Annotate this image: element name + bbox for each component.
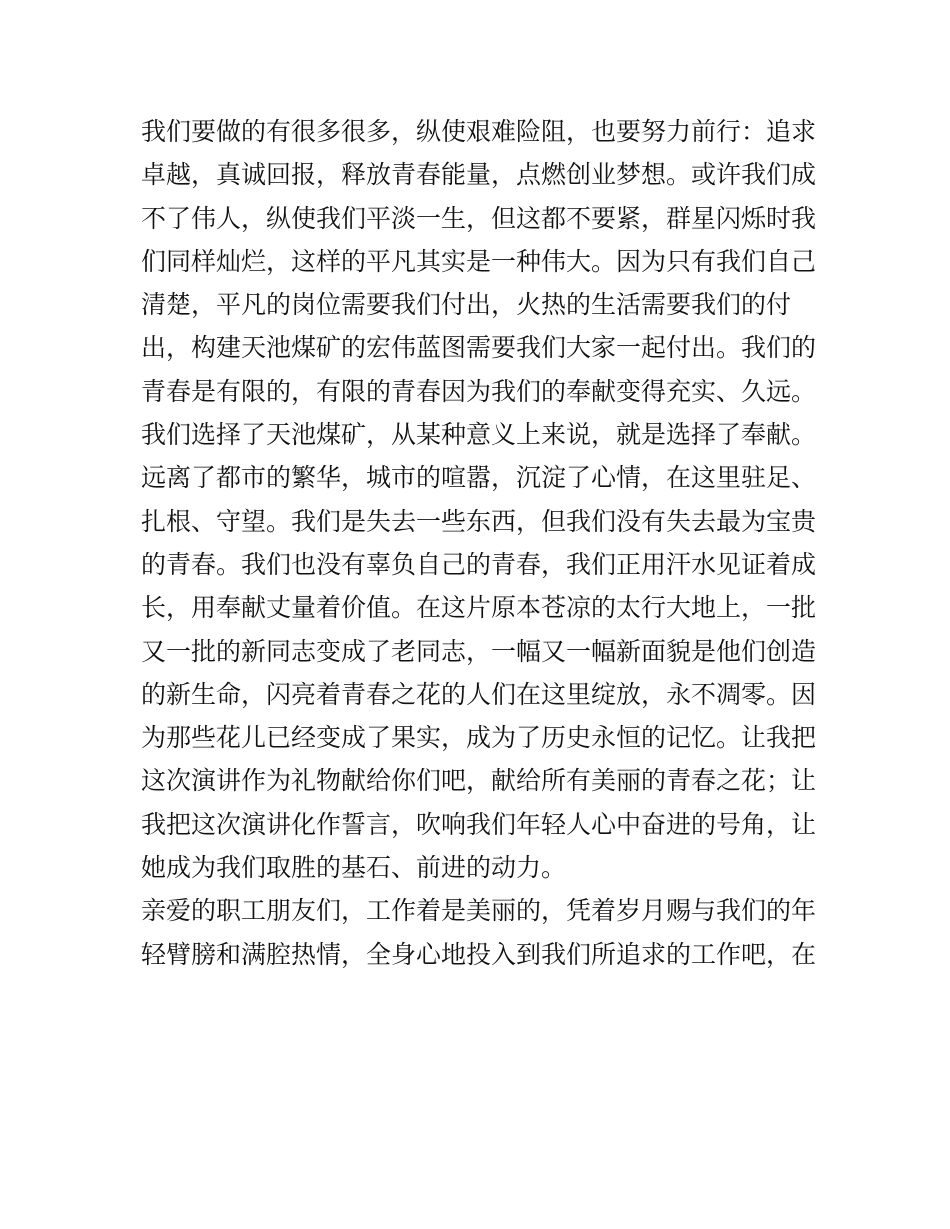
text-line: 的青春。我们也没有辜负自己的青春，我们正用汗水见证着成 — [141, 549, 817, 579]
text-line: 清楚，平凡的岗位需要我们付出，火热的生活需要我们的付 — [141, 290, 792, 320]
text-line: 青春是有限的，有限的青春因为我们的奉献变得充实、久远。 — [141, 376, 817, 406]
text-line: 我把这次演讲化作誓言，吹响我们年轻人心中奋进的号角，让 — [141, 809, 817, 839]
text-line: 她成为我们取胜的基石、前进的动力。 — [141, 853, 567, 883]
text-line: 我们选择了天池煤矿，从某种意义上来说，就是选择了奉献。 — [141, 420, 817, 450]
text-line: 长，用奉献丈量着价值。在这片原本苍凉的太行大地上，一批 — [141, 593, 817, 623]
text-line: 远离了都市的繁华，城市的喧嚣，沉淀了心情，在这里驻足、 — [141, 463, 817, 493]
speech-body-text — [141, 110, 821, 976]
text-line: 不了伟人，纵使我们平淡一生，但这都不要紧，群星闪烁时我 — [141, 203, 817, 233]
text-line: 这次演讲作为礼物献给你们吧，献给所有美丽的青春之花；让 — [141, 766, 817, 796]
text-line: 亲爱的职工朋友们，工作着是美丽的，凭着岁月赐与我们的年 — [141, 896, 817, 926]
text-line: 出，构建天池煤矿的宏伟蓝图需要我们大家一起付出。我们的 — [141, 333, 817, 363]
text-line: 卓越，真诚回报，释放青春能量，点燃创业梦想。或许我们成 — [141, 160, 817, 190]
text-line: 我们要做的有很多很多，纵使艰难险阻，也要努力前行：追求 — [141, 117, 817, 146]
text-line: 为那些花儿已经变成了果实，成为了历史永恒的记忆。让我把 — [141, 723, 817, 753]
text-line: 轻臂膀和满腔热情，全身心地投入到我们所追求的工作吧，在 — [141, 939, 817, 969]
text-line: 又一批的新同志变成了老同志，一幅又一幅新面貌是他们创造 — [141, 636, 817, 666]
text-line: 扎根、守望。我们是失去一些东西，但我们没有失去最为宝贵 — [141, 506, 817, 536]
text-line: 的新生命，闪亮着青春之花的人们在这里绽放，永不凋零。因 — [141, 679, 817, 709]
text-line: 们同样灿烂，这样的平凡其实是一种伟大。因为只有我们自己 — [141, 246, 817, 276]
